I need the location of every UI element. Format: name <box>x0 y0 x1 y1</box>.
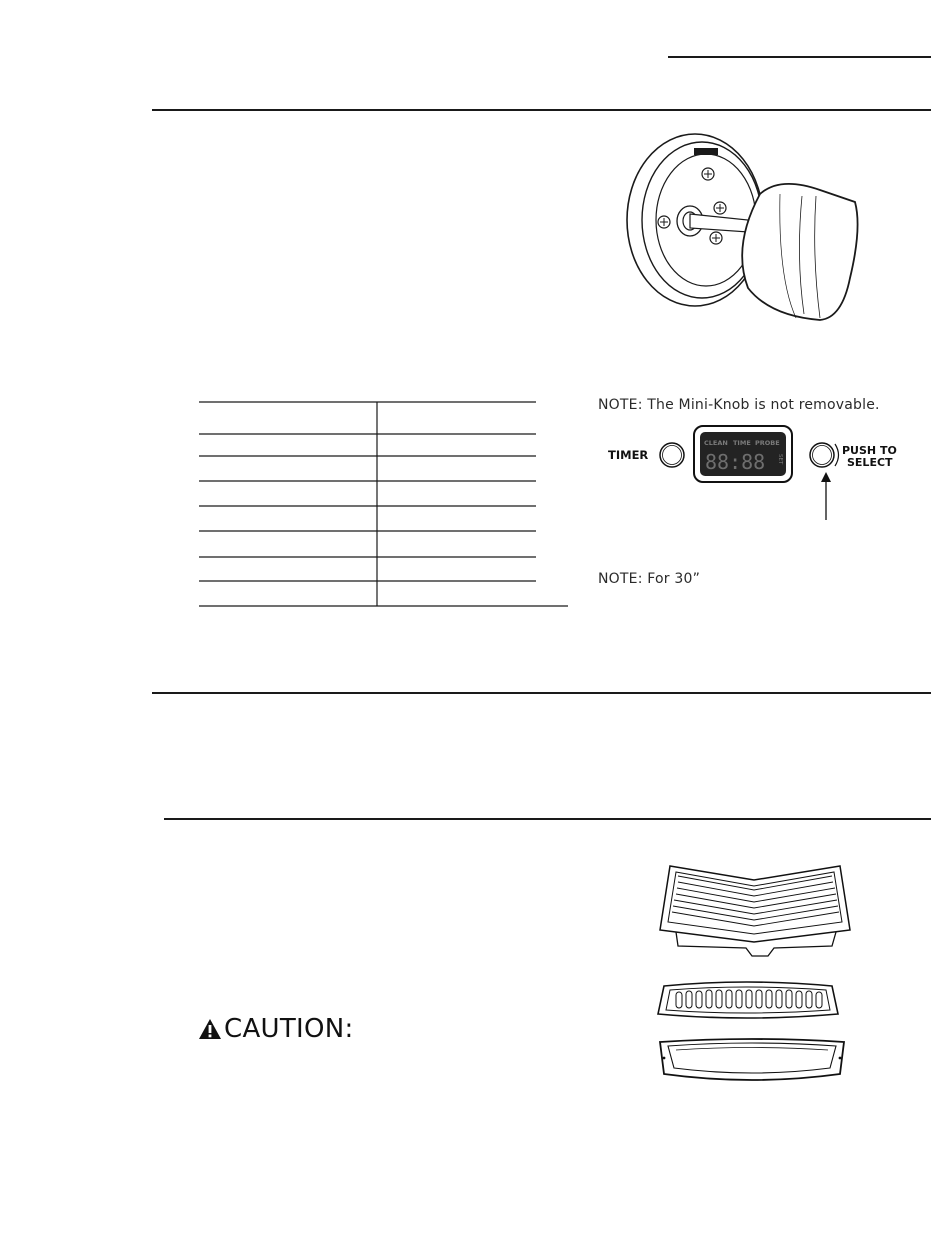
timer-button <box>660 443 684 467</box>
broiler-pan-illustration <box>654 1036 850 1086</box>
note-mini-knob: NOTE: The Mini-Knob is not removable. <box>598 397 880 413</box>
settings-table <box>198 400 570 608</box>
caution-label: CAUTION: <box>224 1014 354 1044</box>
display-side-label: SET <box>777 454 783 465</box>
note-30-inch: NOTE: For 30” <box>598 571 701 587</box>
broiler-grid-illustration <box>656 978 840 1024</box>
warning-triangle-icon <box>198 1018 222 1040</box>
push-label-line1: PUSH TO <box>842 444 897 457</box>
section-rule-3 <box>164 818 931 820</box>
knob-illustration <box>620 128 865 328</box>
section-rule-1 <box>152 109 931 111</box>
header-rule <box>668 56 931 58</box>
control-panel-illustration <box>604 422 904 522</box>
display-label-probe: PROBE <box>755 439 780 447</box>
display-digits: 88:88 <box>705 450 766 474</box>
display-label-clean: CLEAN <box>704 439 728 447</box>
section-rule-2 <box>152 692 931 694</box>
select-knob <box>810 443 834 467</box>
timer-label: TIMER <box>608 448 649 462</box>
display-label-time: TIME <box>733 439 751 447</box>
caution-heading <box>198 1014 354 1044</box>
broiler-pan-with-grid-illustration <box>656 860 856 960</box>
push-label-line2: SELECT <box>847 456 893 469</box>
